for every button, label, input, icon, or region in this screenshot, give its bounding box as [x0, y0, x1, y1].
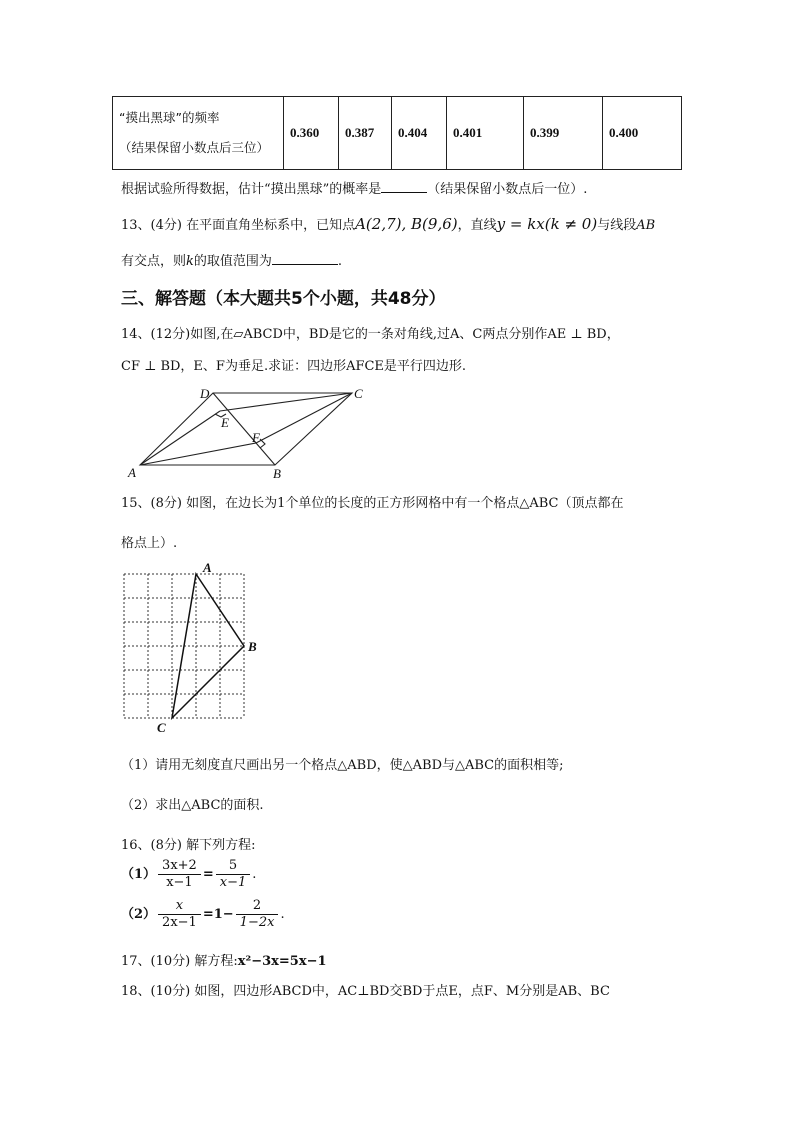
table-cell: 0.360: [284, 97, 339, 170]
q13-seg: AB: [636, 218, 656, 233]
label-d: D: [200, 386, 210, 401]
eq2-den2: 1−2x: [239, 915, 275, 930]
eq2-den1: 2x−1: [162, 915, 197, 930]
q13-line-eq: y = kx(k ≠ 0): [496, 215, 598, 233]
answer-blank: [272, 252, 338, 265]
label-line2: （结果保留小数点后三位）: [119, 140, 270, 155]
right-angle-mark-f: [260, 439, 265, 448]
label-b: B: [273, 466, 281, 481]
q17-prefix: 17、(10分) 解方程:: [121, 954, 238, 969]
estimate-note: （结果保留小数点后一位）.: [427, 182, 588, 197]
question-13-line1: [121, 214, 655, 233]
eq1-num2: 5: [216, 858, 251, 875]
question-15-line1: 15、(8分) 如图，在边长为1个单位的长度的正方形网格中有一个格点△ABC（顶点都在: [121, 496, 624, 511]
q13-line2-before: 有交点，则: [121, 254, 187, 269]
segment-af: [140, 443, 256, 465]
q13-points: A(2,7), B(9,6): [355, 215, 458, 233]
question-17: [121, 950, 327, 969]
eq1-equals: =: [202, 867, 214, 882]
q13-line2-after: 的取值范围为: [193, 254, 272, 269]
label-c: C: [157, 720, 166, 735]
label-c: C: [354, 386, 363, 401]
fraction: [158, 898, 201, 931]
section-3-title: 三、解答题（本大题共5个小题，共48分）: [121, 289, 446, 309]
eq2-index: （2）: [121, 907, 157, 922]
table-cell: 0.387: [339, 97, 392, 170]
label-a: A: [203, 560, 212, 575]
question-14-line1: 14、(12分)如图,在▱ABCD中，BD是它的一条对角线,过A、C两点分别作AE ⊥ BD，: [121, 327, 620, 342]
fraction: [236, 898, 279, 931]
estimate-line: [121, 178, 587, 197]
question-14-line2: CF ⊥ BD，E、F为垂足.求证：四边形AFCE是平行四边形.: [121, 359, 467, 374]
label-line1: “摸出黑球”的频率: [119, 110, 220, 125]
q13-k: k: [186, 254, 194, 269]
table-row-label: [113, 97, 284, 170]
grid-triangle-figure: [115, 560, 270, 735]
table-row: [113, 97, 682, 170]
eq1-den2: x−1: [219, 875, 247, 890]
q17-equation: x²−3x=5x−1: [237, 954, 327, 969]
q13-prefix: 13、(4分) 在平面直角坐标系中，已知点: [121, 218, 356, 233]
question-15-sub2: （2）求出△ABC的面积.: [121, 798, 264, 813]
parallelogram-figure: [110, 382, 370, 482]
segment-cf: [256, 393, 352, 443]
question-18: 18、(10分) 如图，四边形ABCD中，AC⊥BD交BD于点E，点F、M分别是AB、BC: [121, 984, 610, 999]
eq2-num1: x: [158, 898, 201, 915]
equation-2: [121, 898, 285, 931]
eq2-equals: =1−: [202, 907, 234, 922]
question-15-sub1: （1）请用无刻度直尺画出另一个格点△ABD，使△ABD与△ABC的面积相等;: [121, 758, 564, 773]
eq1-end: .: [252, 867, 257, 882]
eq1-index: （1）: [121, 867, 157, 882]
eq2-end: .: [280, 907, 285, 922]
question-13-line2: [121, 250, 342, 269]
equation-1: [121, 858, 256, 891]
label-f: F: [252, 430, 260, 445]
q13-suffix: 与线段: [597, 218, 637, 233]
parallelogram-abcd: [140, 393, 352, 465]
label-a: A: [128, 465, 136, 480]
table-cell: 0.404: [392, 97, 447, 170]
eq1-den1: x−1: [166, 875, 193, 890]
answer-blank: [381, 180, 427, 193]
estimate-text: 根据试验所得数据，估计“摸出黑球”的概率是: [121, 182, 382, 197]
table-cell: 0.401: [447, 97, 524, 170]
label-e: E: [221, 415, 229, 430]
label-b: B: [248, 639, 257, 654]
table-cell: 0.400: [603, 97, 682, 170]
eq1-num1: 3x+2: [158, 858, 201, 875]
q13-mid: ，直线: [457, 218, 497, 233]
q13-end: .: [337, 254, 343, 269]
fraction: [158, 858, 201, 891]
frequency-table: [112, 96, 682, 170]
question-15-line2: 格点上）.: [121, 536, 178, 551]
eq2-num2: 2: [236, 898, 279, 915]
table-cell: 0.399: [524, 97, 603, 170]
fraction: [216, 858, 251, 891]
question-16-title: 16、(8分) 解下列方程:: [121, 838, 256, 853]
segment-ce: [220, 393, 352, 411]
